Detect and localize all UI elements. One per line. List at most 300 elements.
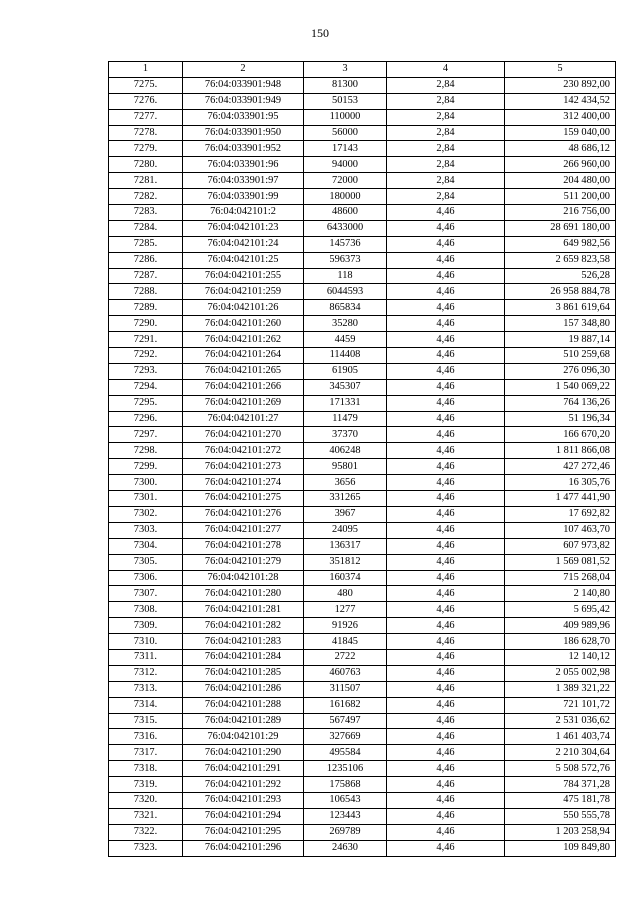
- column-header-5: 5: [505, 62, 616, 78]
- amount-cell: 51 196,34: [505, 411, 616, 427]
- amount-cell: 607 973,82: [505, 538, 616, 554]
- row-number-cell: 7294.: [109, 379, 183, 395]
- area-cell: 56000: [304, 125, 387, 141]
- area-cell: 114408: [304, 348, 387, 364]
- rate-cell: 4,46: [387, 300, 505, 316]
- table-row: [109, 443, 616, 459]
- rate-cell: 4,46: [387, 427, 505, 443]
- row-number-cell: 7312.: [109, 665, 183, 681]
- rate-cell: 4,46: [387, 745, 505, 761]
- table-row: [109, 411, 616, 427]
- row-number-cell: 7307.: [109, 586, 183, 602]
- row-number-cell: 7302.: [109, 506, 183, 522]
- row-number-cell: 7295.: [109, 395, 183, 411]
- amount-cell: 2 531 036,62: [505, 713, 616, 729]
- area-cell: 1277: [304, 602, 387, 618]
- cadastral-number-cell: 76:04:042101:264: [183, 348, 304, 364]
- cadastral-number-cell: 76:04:042101:274: [183, 475, 304, 491]
- cadastral-number-cell: 76:04:042101:279: [183, 554, 304, 570]
- row-number-cell: 7317.: [109, 745, 183, 761]
- rate-cell: 4,46: [387, 602, 505, 618]
- area-cell: 95801: [304, 459, 387, 475]
- table-row: [109, 189, 616, 205]
- row-number-cell: 7301.: [109, 491, 183, 507]
- rate-cell: 4,46: [387, 220, 505, 236]
- amount-cell: 28 691 180,00: [505, 220, 616, 236]
- row-number-cell: 7284.: [109, 220, 183, 236]
- amount-cell: 16 305,76: [505, 475, 616, 491]
- amount-cell: 1 477 441,90: [505, 491, 616, 507]
- row-number-cell: 7293.: [109, 363, 183, 379]
- area-cell: 91926: [304, 618, 387, 634]
- rate-cell: 2,84: [387, 141, 505, 157]
- table-row: [109, 761, 616, 777]
- rate-cell: 4,46: [387, 491, 505, 507]
- amount-cell: 204 480,00: [505, 173, 616, 189]
- cadastral-number-cell: 76:04:042101:284: [183, 649, 304, 665]
- rate-cell: 4,46: [387, 475, 505, 491]
- cadastral-number-cell: 76:04:042101:296: [183, 840, 304, 856]
- cadastral-number-cell: 76:04:033901:96: [183, 157, 304, 173]
- rate-cell: 4,46: [387, 634, 505, 650]
- cadastral-number-cell: 76:04:033901:952: [183, 141, 304, 157]
- cadastral-number-cell: 76:04:042101:276: [183, 506, 304, 522]
- row-number-cell: 7296.: [109, 411, 183, 427]
- amount-cell: 186 628,70: [505, 634, 616, 650]
- column-header-1: 1: [109, 62, 183, 78]
- table-row: [109, 125, 616, 141]
- table-row: [109, 395, 616, 411]
- row-number-cell: 7282.: [109, 189, 183, 205]
- cadastral-number-cell: 76:04:042101:283: [183, 634, 304, 650]
- area-cell: 94000: [304, 157, 387, 173]
- area-cell: 17143: [304, 141, 387, 157]
- row-number-cell: 7279.: [109, 141, 183, 157]
- row-number-cell: 7278.: [109, 125, 183, 141]
- row-number-cell: 7308.: [109, 602, 183, 618]
- area-cell: 6044593: [304, 284, 387, 300]
- row-number-cell: 7322.: [109, 824, 183, 840]
- rate-cell: 4,46: [387, 777, 505, 793]
- cadastral-number-cell: 76:04:042101:262: [183, 332, 304, 348]
- table-row: [109, 697, 616, 713]
- rate-cell: 4,46: [387, 506, 505, 522]
- table-row: [109, 586, 616, 602]
- amount-cell: 510 259,68: [505, 348, 616, 364]
- row-number-cell: 7305.: [109, 554, 183, 570]
- table-row: [109, 491, 616, 507]
- cadastral-number-cell: 76:04:042101:292: [183, 777, 304, 793]
- amount-cell: 511 200,00: [505, 189, 616, 205]
- amount-cell: 230 892,00: [505, 77, 616, 93]
- table-row: [109, 332, 616, 348]
- table-row: [109, 618, 616, 634]
- area-cell: 160374: [304, 570, 387, 586]
- rate-cell: 4,46: [387, 824, 505, 840]
- area-cell: 406248: [304, 443, 387, 459]
- cadastral-number-cell: 76:04:042101:278: [183, 538, 304, 554]
- amount-cell: 312 400,00: [505, 109, 616, 125]
- cadastral-number-cell: 76:04:042101:29: [183, 729, 304, 745]
- row-number-cell: 7320.: [109, 792, 183, 808]
- table-body: [109, 62, 616, 857]
- table-row: [109, 427, 616, 443]
- area-cell: 123443: [304, 808, 387, 824]
- table-row: [109, 93, 616, 109]
- row-number-cell: 7318.: [109, 761, 183, 777]
- amount-cell: 5 508 572,76: [505, 761, 616, 777]
- area-cell: 4459: [304, 332, 387, 348]
- amount-cell: 5 695,42: [505, 602, 616, 618]
- rate-cell: 4,46: [387, 459, 505, 475]
- row-number-cell: 7309.: [109, 618, 183, 634]
- row-number-cell: 7297.: [109, 427, 183, 443]
- table-row: [109, 777, 616, 793]
- column-header-3: 3: [304, 62, 387, 78]
- row-number-cell: 7321.: [109, 808, 183, 824]
- cadastral-number-cell: 76:04:042101:270: [183, 427, 304, 443]
- area-cell: 37370: [304, 427, 387, 443]
- cadastral-number-cell: 76:04:042101:255: [183, 268, 304, 284]
- area-cell: 269789: [304, 824, 387, 840]
- rate-cell: 4,46: [387, 713, 505, 729]
- amount-cell: 409 989,96: [505, 618, 616, 634]
- rate-cell: 4,46: [387, 522, 505, 538]
- table-row: [109, 634, 616, 650]
- row-number-cell: 7289.: [109, 300, 183, 316]
- cadastral-number-cell: 76:04:042101:286: [183, 681, 304, 697]
- table-row: [109, 713, 616, 729]
- table-row: [109, 173, 616, 189]
- row-number-cell: 7286.: [109, 252, 183, 268]
- cadastral-number-cell: 76:04:033901:95: [183, 109, 304, 125]
- cadastral-number-cell: 76:04:033901:99: [183, 189, 304, 205]
- rate-cell: 4,46: [387, 379, 505, 395]
- rate-cell: 4,46: [387, 252, 505, 268]
- table-row: [109, 252, 616, 268]
- table-row: [109, 840, 616, 856]
- cadastral-number-cell: 76:04:042101:28: [183, 570, 304, 586]
- rate-cell: 4,46: [387, 681, 505, 697]
- table-row: [109, 824, 616, 840]
- rate-cell: 4,46: [387, 761, 505, 777]
- rate-cell: 4,46: [387, 284, 505, 300]
- area-cell: 50153: [304, 93, 387, 109]
- row-number-cell: 7276.: [109, 93, 183, 109]
- cadastral-number-cell: 76:04:042101:265: [183, 363, 304, 379]
- amount-cell: 276 096,30: [505, 363, 616, 379]
- table-row: [109, 570, 616, 586]
- area-cell: 567497: [304, 713, 387, 729]
- row-number-cell: 7300.: [109, 475, 183, 491]
- amount-cell: 2 210 304,64: [505, 745, 616, 761]
- area-cell: 6433000: [304, 220, 387, 236]
- cadastral-number-cell: 76:04:042101:27: [183, 411, 304, 427]
- area-cell: 24630: [304, 840, 387, 856]
- rate-cell: 4,46: [387, 649, 505, 665]
- table-row: [109, 316, 616, 332]
- table-row: [109, 602, 616, 618]
- cadastral-number-cell: 76:04:033901:949: [183, 93, 304, 109]
- rate-cell: 4,46: [387, 316, 505, 332]
- area-cell: 331265: [304, 491, 387, 507]
- rate-cell: 4,46: [387, 554, 505, 570]
- rate-cell: 4,46: [387, 348, 505, 364]
- amount-cell: 157 348,80: [505, 316, 616, 332]
- amount-cell: 159 040,00: [505, 125, 616, 141]
- area-cell: 3656: [304, 475, 387, 491]
- table-row: [109, 681, 616, 697]
- table-row: [109, 109, 616, 125]
- rate-cell: 2,84: [387, 93, 505, 109]
- amount-cell: 2 659 823,58: [505, 252, 616, 268]
- rate-cell: 4,46: [387, 697, 505, 713]
- row-number-cell: 7283.: [109, 205, 183, 221]
- cadastral-number-cell: 76:04:042101:288: [183, 697, 304, 713]
- rate-cell: 4,46: [387, 411, 505, 427]
- cadastral-number-cell: 76:04:042101:289: [183, 713, 304, 729]
- cadastral-number-cell: 76:04:042101:25: [183, 252, 304, 268]
- cadastral-number-cell: 76:04:042101:269: [183, 395, 304, 411]
- row-number-cell: 7304.: [109, 538, 183, 554]
- cadastral-number-cell: 76:04:042101:275: [183, 491, 304, 507]
- amount-cell: 266 960,00: [505, 157, 616, 173]
- table-row: [109, 77, 616, 93]
- cadastral-number-cell: 76:04:042101:295: [183, 824, 304, 840]
- row-number-cell: 7298.: [109, 443, 183, 459]
- table-row: [109, 522, 616, 538]
- row-number-cell: 7310.: [109, 634, 183, 650]
- area-cell: 1235106: [304, 761, 387, 777]
- area-cell: 11479: [304, 411, 387, 427]
- row-number-cell: 7316.: [109, 729, 183, 745]
- amount-cell: 427 272,46: [505, 459, 616, 475]
- cadastral-number-cell: 76:04:042101:24: [183, 236, 304, 252]
- row-number-cell: 7314.: [109, 697, 183, 713]
- table-row: [109, 300, 616, 316]
- rate-cell: 4,46: [387, 363, 505, 379]
- rate-cell: 4,46: [387, 395, 505, 411]
- area-cell: 81300: [304, 77, 387, 93]
- row-number-cell: 7303.: [109, 522, 183, 538]
- table-row: [109, 236, 616, 252]
- amount-cell: 48 686,12: [505, 141, 616, 157]
- area-cell: 35280: [304, 316, 387, 332]
- row-number-cell: 7315.: [109, 713, 183, 729]
- area-cell: 61905: [304, 363, 387, 379]
- area-cell: 145736: [304, 236, 387, 252]
- area-cell: 3967: [304, 506, 387, 522]
- table-row: [109, 348, 616, 364]
- amount-cell: 19 887,14: [505, 332, 616, 348]
- amount-cell: 1 540 069,22: [505, 379, 616, 395]
- cadastral-number-cell: 76:04:042101:293: [183, 792, 304, 808]
- table-row: [109, 205, 616, 221]
- row-number-cell: 7319.: [109, 777, 183, 793]
- cadastral-number-cell: 76:04:042101:285: [183, 665, 304, 681]
- amount-cell: 17 692,82: [505, 506, 616, 522]
- cadastral-number-cell: 76:04:042101:273: [183, 459, 304, 475]
- table-row: [109, 729, 616, 745]
- cadastral-number-cell: 76:04:042101:272: [183, 443, 304, 459]
- area-cell: 596373: [304, 252, 387, 268]
- row-number-cell: 7288.: [109, 284, 183, 300]
- rate-cell: 4,46: [387, 538, 505, 554]
- area-cell: 48600: [304, 205, 387, 221]
- table-row: [109, 792, 616, 808]
- cadastral-number-cell: 76:04:042101:26: [183, 300, 304, 316]
- row-number-cell: 7287.: [109, 268, 183, 284]
- table-row: [109, 268, 616, 284]
- rate-cell: 4,46: [387, 840, 505, 856]
- area-cell: 311507: [304, 681, 387, 697]
- cadastral-table: [108, 61, 616, 857]
- table-row: [109, 363, 616, 379]
- amount-cell: 107 463,70: [505, 522, 616, 538]
- table-row: [109, 379, 616, 395]
- amount-cell: 12 140,12: [505, 649, 616, 665]
- row-number-cell: 7290.: [109, 316, 183, 332]
- amount-cell: 715 268,04: [505, 570, 616, 586]
- cadastral-number-cell: 76:04:042101:23: [183, 220, 304, 236]
- page-number: 150: [311, 26, 329, 40]
- area-cell: 106543: [304, 792, 387, 808]
- row-number-cell: 7311.: [109, 649, 183, 665]
- row-number-cell: 7299.: [109, 459, 183, 475]
- table-row: [109, 554, 616, 570]
- table-row: [109, 665, 616, 681]
- rate-cell: 2,84: [387, 173, 505, 189]
- cadastral-number-cell: 76:04:033901:948: [183, 77, 304, 93]
- amount-cell: 109 849,80: [505, 840, 616, 856]
- rate-cell: 2,84: [387, 125, 505, 141]
- rate-cell: 4,46: [387, 570, 505, 586]
- table-row: [109, 538, 616, 554]
- area-cell: 175868: [304, 777, 387, 793]
- cadastral-number-cell: 76:04:042101:2: [183, 205, 304, 221]
- area-cell: 110000: [304, 109, 387, 125]
- cadastral-number-cell: 76:04:042101:277: [183, 522, 304, 538]
- area-cell: 351812: [304, 554, 387, 570]
- rate-cell: 4,46: [387, 665, 505, 681]
- row-number-cell: 7280.: [109, 157, 183, 173]
- row-number-cell: 7313.: [109, 681, 183, 697]
- area-cell: 865834: [304, 300, 387, 316]
- table-row: [109, 808, 616, 824]
- cadastral-number-cell: 76:04:033901:97: [183, 173, 304, 189]
- table-row: [109, 649, 616, 665]
- rate-cell: 4,46: [387, 205, 505, 221]
- amount-cell: 3 861 619,64: [505, 300, 616, 316]
- area-cell: 327669: [304, 729, 387, 745]
- row-number-cell: 7281.: [109, 173, 183, 189]
- cadastral-number-cell: 76:04:033901:950: [183, 125, 304, 141]
- rate-cell: 4,46: [387, 618, 505, 634]
- amount-cell: 142 434,52: [505, 93, 616, 109]
- area-cell: 161682: [304, 697, 387, 713]
- area-cell: 460763: [304, 665, 387, 681]
- table-row: [109, 284, 616, 300]
- rate-cell: 2,84: [387, 77, 505, 93]
- area-cell: 171331: [304, 395, 387, 411]
- rate-cell: 4,46: [387, 332, 505, 348]
- table-row: [109, 220, 616, 236]
- row-number-cell: 7275.: [109, 77, 183, 93]
- rate-cell: 4,46: [387, 268, 505, 284]
- amount-cell: 1 461 403,74: [505, 729, 616, 745]
- column-header-2: 2: [183, 62, 304, 78]
- area-cell: 136317: [304, 538, 387, 554]
- amount-cell: 2 140,80: [505, 586, 616, 602]
- amount-cell: 26 958 884,78: [505, 284, 616, 300]
- rate-cell: 2,84: [387, 157, 505, 173]
- area-cell: 41845: [304, 634, 387, 650]
- amount-cell: 784 371,28: [505, 777, 616, 793]
- cadastral-number-cell: 76:04:042101:266: [183, 379, 304, 395]
- area-cell: 2722: [304, 649, 387, 665]
- row-number-cell: 7306.: [109, 570, 183, 586]
- cadastral-number-cell: 76:04:042101:282: [183, 618, 304, 634]
- amount-cell: 721 101,72: [505, 697, 616, 713]
- area-cell: 24095: [304, 522, 387, 538]
- rate-cell: 4,46: [387, 586, 505, 602]
- amount-cell: 1 569 081,52: [505, 554, 616, 570]
- row-number-cell: 7291.: [109, 332, 183, 348]
- amount-cell: 1 389 321,22: [505, 681, 616, 697]
- area-cell: 72000: [304, 173, 387, 189]
- amount-cell: 649 982,56: [505, 236, 616, 252]
- column-header-4: 4: [387, 62, 505, 78]
- table-row: [109, 157, 616, 173]
- row-number-cell: 7277.: [109, 109, 183, 125]
- cadastral-number-cell: 76:04:042101:281: [183, 602, 304, 618]
- amount-cell: 166 670,20: [505, 427, 616, 443]
- area-cell: 345307: [304, 379, 387, 395]
- cadastral-number-cell: 76:04:042101:291: [183, 761, 304, 777]
- cadastral-number-cell: 76:04:042101:294: [183, 808, 304, 824]
- rate-cell: 4,46: [387, 729, 505, 745]
- cadastral-number-cell: 76:04:042101:259: [183, 284, 304, 300]
- amount-cell: 526,28: [505, 268, 616, 284]
- area-cell: 480: [304, 586, 387, 602]
- area-cell: 118: [304, 268, 387, 284]
- amount-cell: 1 811 866,08: [505, 443, 616, 459]
- rate-cell: 4,46: [387, 808, 505, 824]
- rate-cell: 2,84: [387, 189, 505, 205]
- table-row: [109, 459, 616, 475]
- rate-cell: 4,46: [387, 236, 505, 252]
- rate-cell: 4,46: [387, 792, 505, 808]
- cadastral-number-cell: 76:04:042101:280: [183, 586, 304, 602]
- amount-cell: 216 756,00: [505, 205, 616, 221]
- row-number-cell: 7292.: [109, 348, 183, 364]
- table-row: [109, 141, 616, 157]
- area-cell: 495584: [304, 745, 387, 761]
- table-row: [109, 475, 616, 491]
- area-cell: 180000: [304, 189, 387, 205]
- rate-cell: 4,46: [387, 443, 505, 459]
- table-header-row: [109, 62, 616, 78]
- amount-cell: 1 203 258,94: [505, 824, 616, 840]
- rate-cell: 2,84: [387, 109, 505, 125]
- table-row: [109, 506, 616, 522]
- cadastral-number-cell: 76:04:042101:260: [183, 316, 304, 332]
- amount-cell: 475 181,78: [505, 792, 616, 808]
- amount-cell: 550 555,78: [505, 808, 616, 824]
- amount-cell: 764 136,26: [505, 395, 616, 411]
- amount-cell: 2 055 002,98: [505, 665, 616, 681]
- table-row: [109, 745, 616, 761]
